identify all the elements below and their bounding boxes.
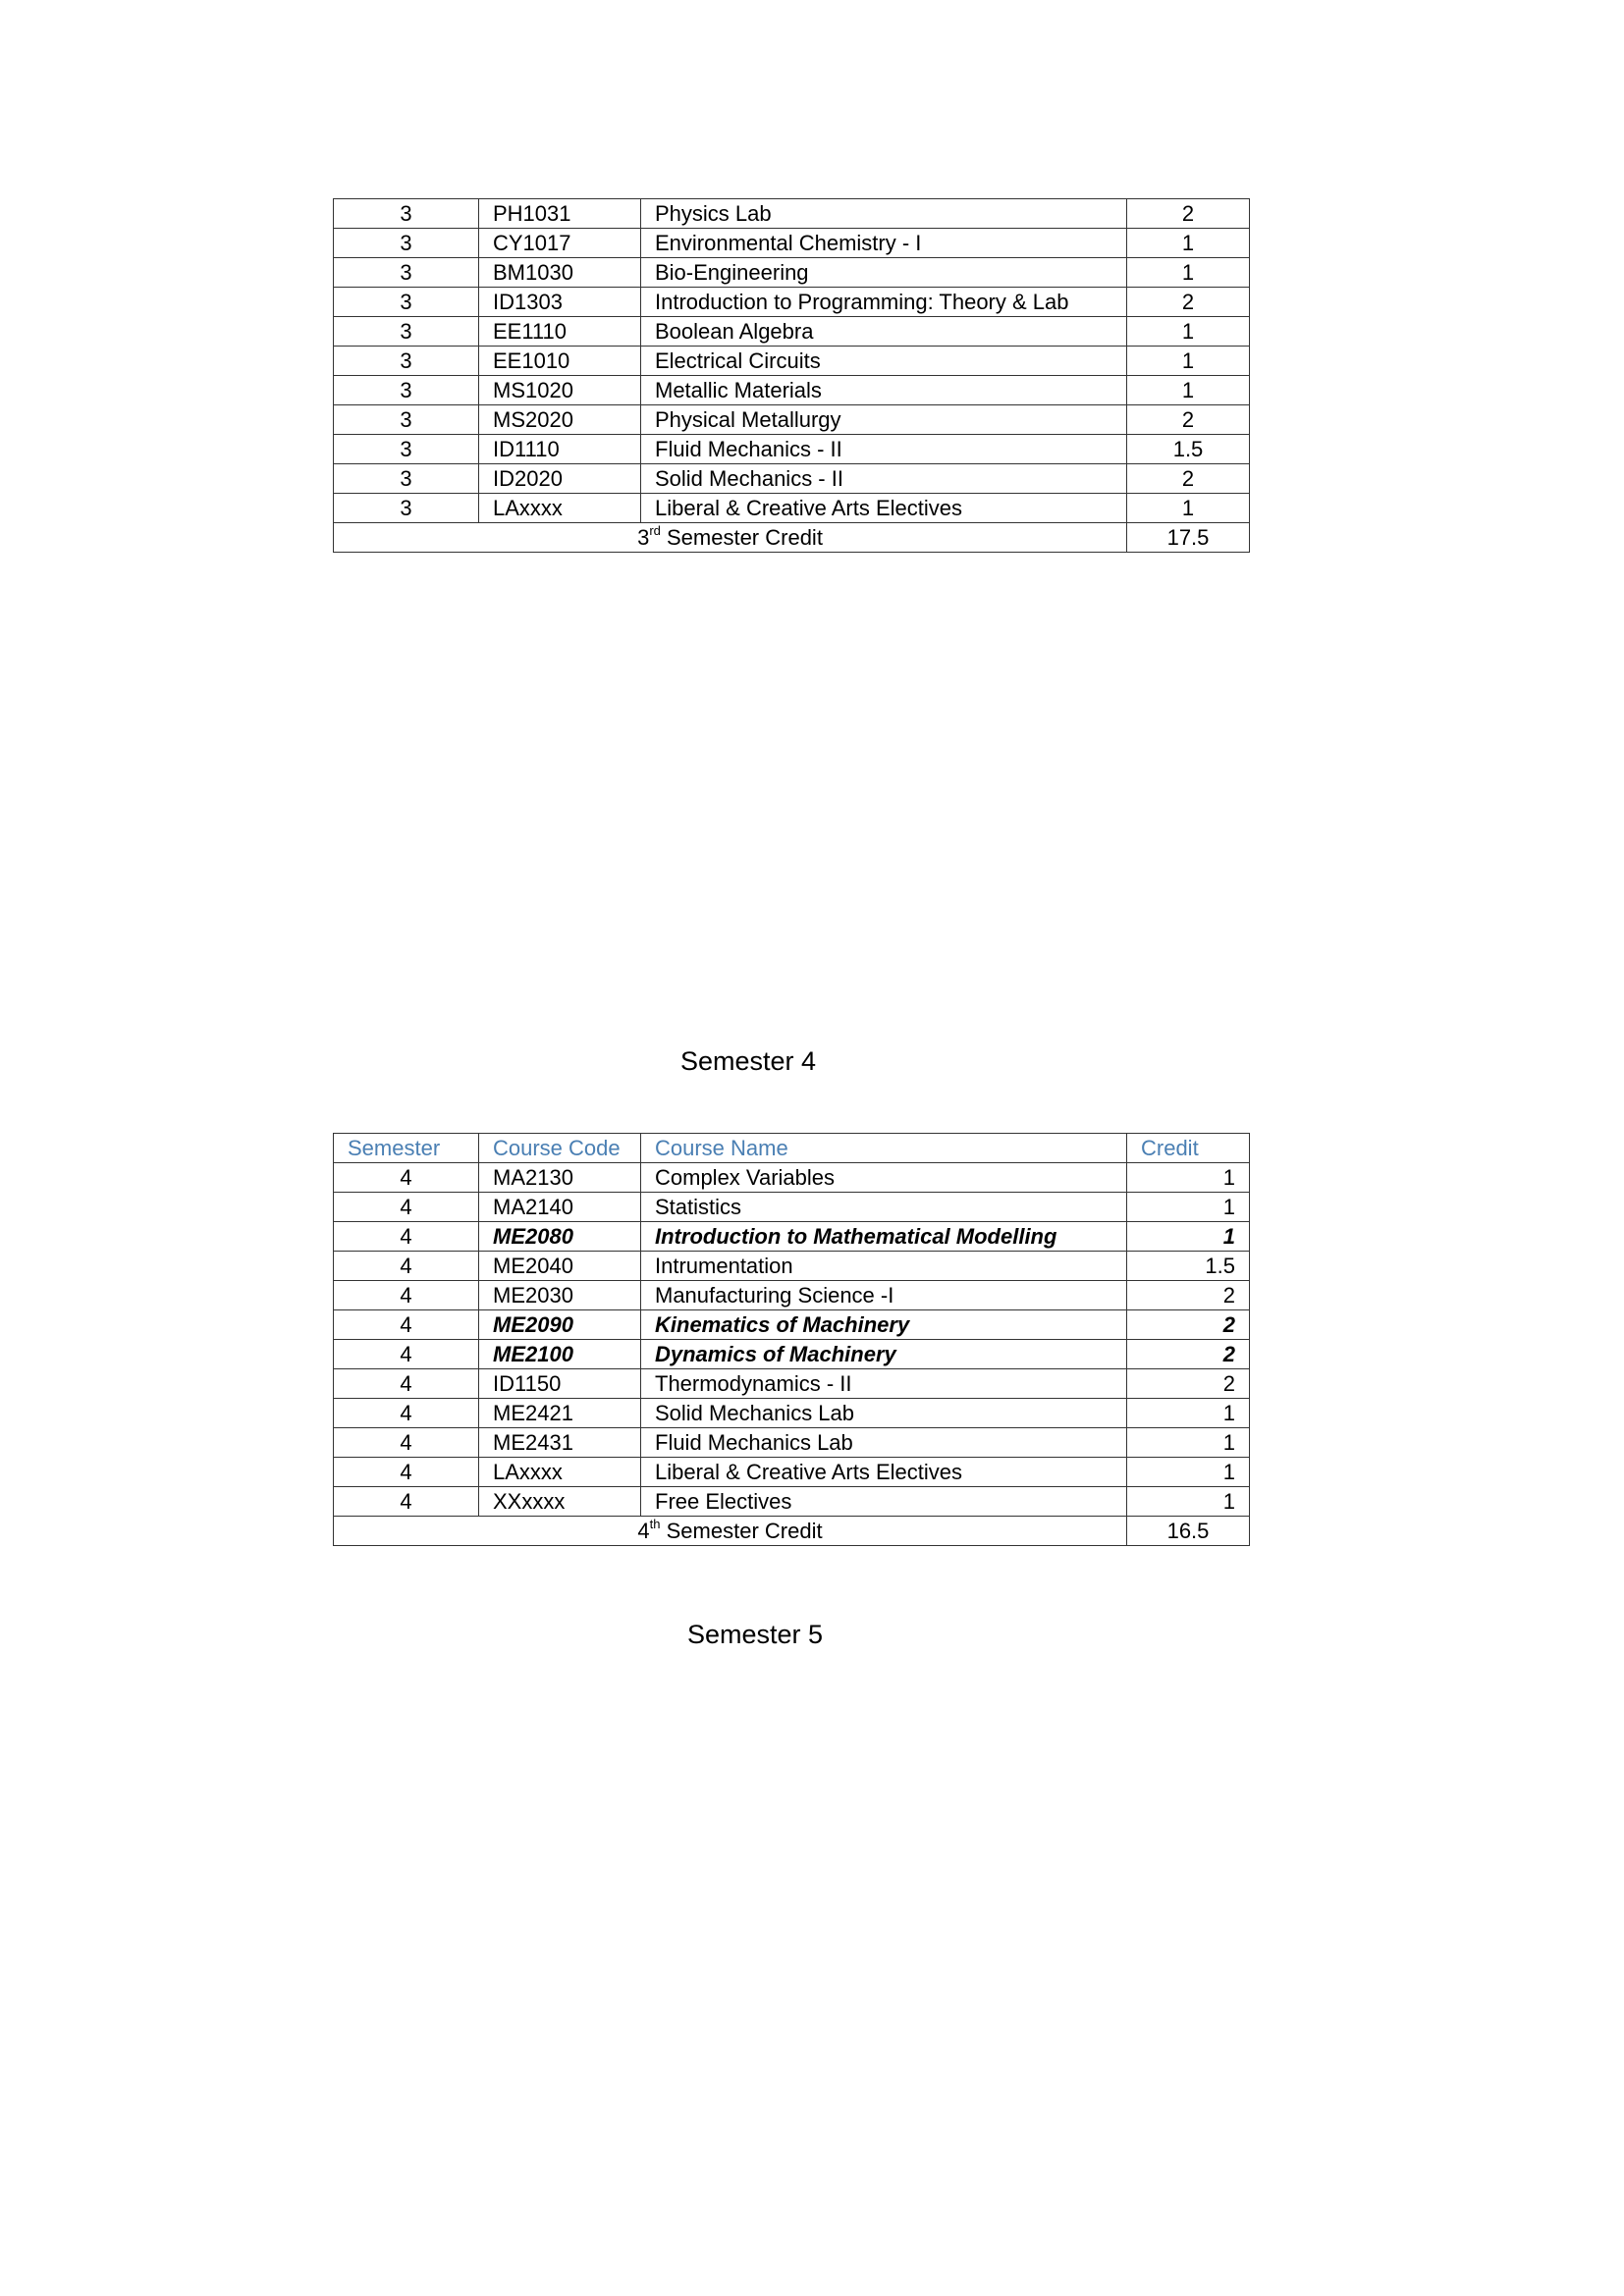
credit-cell: 2: [1127, 1310, 1250, 1340]
semester-credit-total: 17.5: [1127, 523, 1250, 553]
credit-cell: 1: [1127, 317, 1250, 347]
course-code-cell: XXxxxx: [479, 1487, 641, 1517]
semester-cell: 3: [334, 464, 479, 494]
semester-cell: 4: [334, 1487, 479, 1517]
credit-cell: 1: [1127, 258, 1250, 288]
ordinal-suffix: th: [649, 1517, 661, 1531]
table-row: [334, 317, 1250, 347]
course-code-cell: MA2140: [479, 1193, 641, 1222]
credit-cell: 2: [1127, 405, 1250, 435]
course-name-cell: Physical Metallurgy: [641, 405, 1127, 435]
table-row: [334, 1222, 1250, 1252]
course-name-cell: Physics Lab: [641, 199, 1127, 229]
course-code-cell: ME2030: [479, 1281, 641, 1310]
course-code-cell: LAxxxx: [479, 1458, 641, 1487]
semester-ordinal: 3: [637, 525, 650, 550]
course-name-cell: Kinematics of Machinery: [641, 1310, 1127, 1340]
table-row: [334, 405, 1250, 435]
semester-cell: 3: [334, 288, 479, 317]
semester-cell: 4: [334, 1281, 479, 1310]
course-name-cell: Environmental Chemistry - I: [641, 229, 1127, 258]
course-name-cell: Liberal & Creative Arts Electives: [641, 494, 1127, 523]
semester-cell: 3: [334, 258, 479, 288]
credit-cell: 2: [1127, 1340, 1250, 1369]
semester-credit-label: [334, 523, 1127, 553]
course-name-cell: Statistics: [641, 1193, 1127, 1222]
course-code-cell: PH1031: [479, 199, 641, 229]
table-row: [334, 229, 1250, 258]
course-name-cell: Thermodynamics - II: [641, 1369, 1127, 1399]
credit-cell: 1: [1127, 1399, 1250, 1428]
semester-cell: 3: [334, 376, 479, 405]
table-row: [334, 258, 1250, 288]
course-code-cell: ME2431: [479, 1428, 641, 1458]
course-name-cell: Solid Mechanics - II: [641, 464, 1127, 494]
credit-cell: 2: [1127, 1281, 1250, 1310]
semester-5-heading: Semester 5: [687, 1620, 824, 1649]
course-code-cell: ME2421: [479, 1399, 641, 1428]
semester-cell: 3: [334, 199, 479, 229]
semester-cell: 4: [334, 1163, 479, 1193]
semester-4-heading: Semester 4: [680, 1046, 817, 1076]
table-row: [334, 1369, 1250, 1399]
course-name-cell: Introduction to Programming: Theory & Lab: [641, 288, 1127, 317]
course-name-cell: Manufacturing Science -I: [641, 1281, 1127, 1310]
table-row: [334, 435, 1250, 464]
course-name-cell: Liberal & Creative Arts Electives: [641, 1458, 1127, 1487]
credit-cell: 1: [1127, 376, 1250, 405]
semester-cell: 4: [334, 1458, 479, 1487]
credit-cell: 1: [1127, 1193, 1250, 1222]
table-row: [334, 464, 1250, 494]
course-name-cell: Bio-Engineering: [641, 258, 1127, 288]
table-row: [334, 1252, 1250, 1281]
semester-ordinal: 4: [637, 1519, 650, 1543]
semester-cell: 3: [334, 229, 479, 258]
course-code-cell: ME2080: [479, 1222, 641, 1252]
table-row: [334, 1193, 1250, 1222]
course-code-cell: EE1110: [479, 317, 641, 347]
table-row: [334, 1310, 1250, 1340]
course-code-cell: MS2020: [479, 405, 641, 435]
semester-cell: 4: [334, 1222, 479, 1252]
course-code-cell: EE1010: [479, 347, 641, 376]
semester-credit-text: Semester Credit: [660, 1519, 823, 1543]
credit-cell: 2: [1127, 1369, 1250, 1399]
semester-column-header: Semester: [334, 1134, 479, 1163]
table-row: [334, 199, 1250, 229]
semester-cell: 4: [334, 1369, 479, 1399]
course-name-cell: Fluid Mechanics - II: [641, 435, 1127, 464]
semester-credit-text: Semester Credit: [660, 525, 823, 550]
semester-4-course-table: [333, 1133, 1250, 1546]
course-name-cell: Electrical Circuits: [641, 347, 1127, 376]
semester-cell: 4: [334, 1340, 479, 1369]
course-name-cell: Intrumentation: [641, 1252, 1127, 1281]
course-code-column-header: Course Code: [479, 1134, 641, 1163]
semester-cell: 3: [334, 435, 479, 464]
table-row: [334, 376, 1250, 405]
credit-cell: 1: [1127, 1163, 1250, 1193]
course-name-cell: Dynamics of Machinery: [641, 1340, 1127, 1369]
course-code-cell: MA2130: [479, 1163, 641, 1193]
credit-cell: 1.5: [1127, 1252, 1250, 1281]
course-name-cell: Fluid Mechanics Lab: [641, 1428, 1127, 1458]
credit-cell: 2: [1127, 288, 1250, 317]
table-row: [334, 1163, 1250, 1193]
semester-cell: 3: [334, 494, 479, 523]
semester-cell: 4: [334, 1193, 479, 1222]
semester-cell: 4: [334, 1252, 479, 1281]
semester-cell: 3: [334, 317, 479, 347]
credit-cell: 1: [1127, 229, 1250, 258]
course-code-cell: ID1110: [479, 435, 641, 464]
credit-cell: 2: [1127, 464, 1250, 494]
course-name-cell: Solid Mechanics Lab: [641, 1399, 1127, 1428]
course-name-cell: Complex Variables: [641, 1163, 1127, 1193]
course-code-cell: LAxxxx: [479, 494, 641, 523]
semester-cell: 3: [334, 347, 479, 376]
semester-credit-total: 16.5: [1127, 1517, 1250, 1546]
table-row: [334, 494, 1250, 523]
table-row: [334, 1458, 1250, 1487]
semester-total-row: [334, 1517, 1250, 1546]
course-code-cell: ID1150: [479, 1369, 641, 1399]
credit-cell: 1: [1127, 1487, 1250, 1517]
course-code-cell: CY1017: [479, 229, 641, 258]
course-code-cell: ME2040: [479, 1252, 641, 1281]
table-row: [334, 1487, 1250, 1517]
semester-cell: 3: [334, 405, 479, 435]
course-code-cell: ID2020: [479, 464, 641, 494]
credit-cell: 1: [1127, 1428, 1250, 1458]
credit-cell: 1: [1127, 1222, 1250, 1252]
course-name-cell: Boolean Algebra: [641, 317, 1127, 347]
credit-cell: 1.5: [1127, 435, 1250, 464]
credit-cell: 1: [1127, 1458, 1250, 1487]
table-row: [334, 1399, 1250, 1428]
credit-cell: 2: [1127, 199, 1250, 229]
course-name-column-header: Course Name: [641, 1134, 1127, 1163]
course-code-cell: ME2100: [479, 1340, 641, 1369]
credit-cell: 1: [1127, 494, 1250, 523]
course-code-cell: ME2090: [479, 1310, 641, 1340]
course-name-cell: Introduction to Mathematical Modelling: [641, 1222, 1127, 1252]
course-code-cell: ID1303: [479, 288, 641, 317]
semester-cell: 4: [334, 1428, 479, 1458]
course-name-cell: Free Electives: [641, 1487, 1127, 1517]
table-row: [334, 1340, 1250, 1369]
course-code-cell: BM1030: [479, 258, 641, 288]
table-row: [334, 288, 1250, 317]
semester-credit-label: [334, 1517, 1127, 1546]
semester-cell: 4: [334, 1399, 479, 1428]
semester-cell: 4: [334, 1310, 479, 1340]
semester-3-course-table: [333, 198, 1250, 553]
credit-column-header: Credit: [1127, 1134, 1250, 1163]
semester-total-row: [334, 523, 1250, 553]
table-row: [334, 1281, 1250, 1310]
table-header-row: [334, 1134, 1250, 1163]
course-name-cell: Metallic Materials: [641, 376, 1127, 405]
table-row: [334, 1428, 1250, 1458]
course-code-cell: MS1020: [479, 376, 641, 405]
credit-cell: 1: [1127, 347, 1250, 376]
table-row: [334, 347, 1250, 376]
ordinal-suffix: rd: [649, 523, 661, 538]
